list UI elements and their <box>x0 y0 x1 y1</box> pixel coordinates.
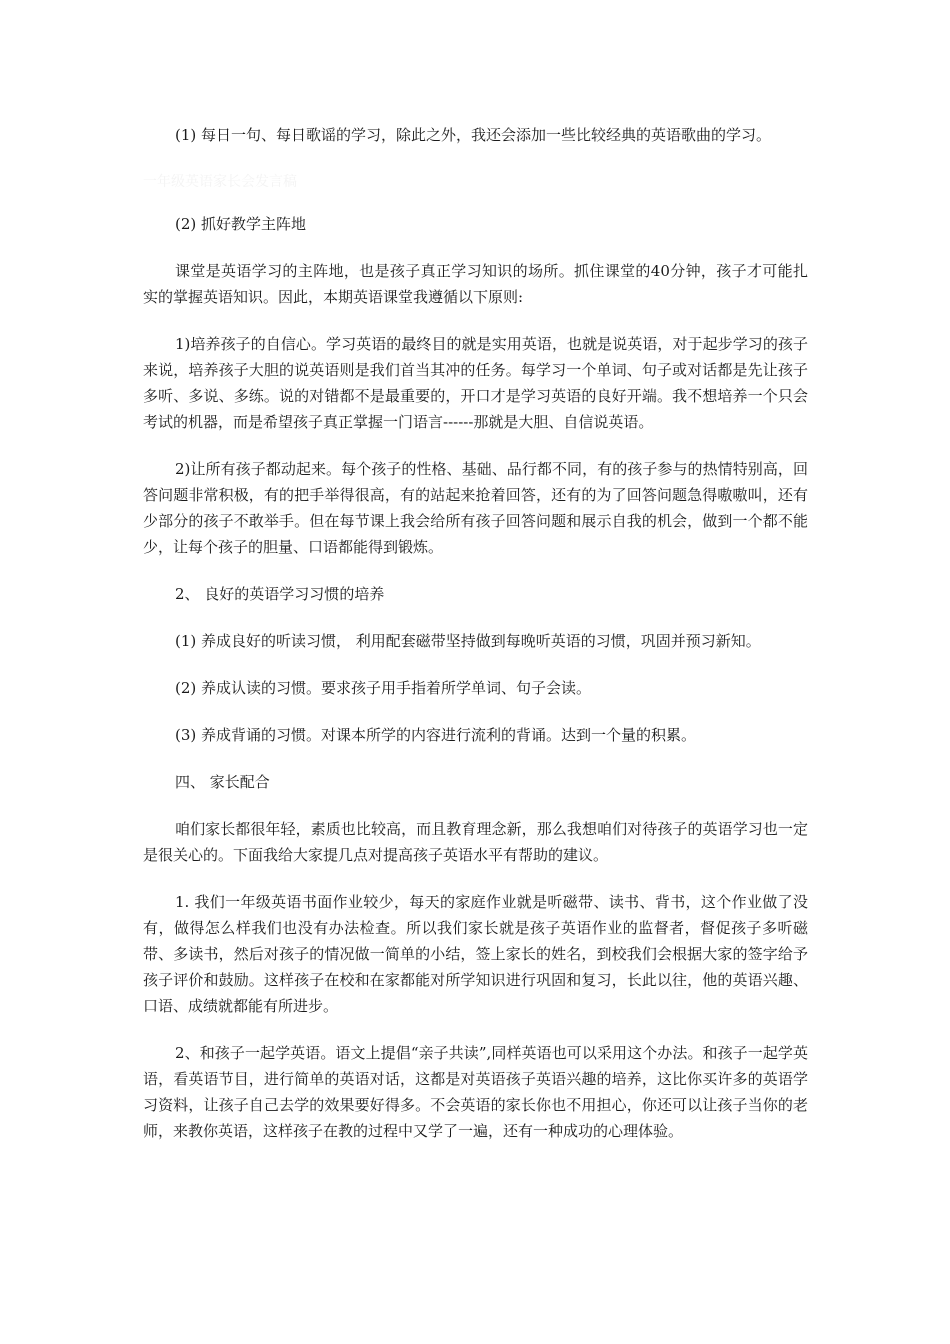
paragraph-listening-habit: (1) 养成良好的听读习惯， 利用配套磁带坚持做到每晚听英语的习惯，巩固并预习新知。 <box>175 632 761 650</box>
paragraph-homework-supervision: 1. 我们一年级英语书面作业较少，每天的家庭作业就是听磁带、读书、背书，这个作业做了没有，做得怎么样我们也没有办法检查。所以我们家长就是孩子英语作业的监督者，督促孩子多听磁带、多读书，然后对孩子的情况做一简单的小结，签上家长的姓名，到校我们会根据大家的签字给予孩子评价和鼓励。这样孩子在校和在家都能对所学知识进行巩固和复习，长此以往，他的英语兴趣、口语、成绩就都能有所进步。 <box>143 893 808 1015</box>
heading-classroom: (2) 抓好教学主阵地 <box>175 215 307 233</box>
paragraph-learn-together: 2、和孩子一起学英语。语文上提倡“亲子共读”,同样英语也可以采用这个办法。和孩子一起学英语，看英语节目，进行简单的英语对话，这都是对英语孩子英语兴趣的培养，这比你买许多的英语学习资料，让孩子自己去学的效果要好得多。不会英语的家长你也不用担心，你还可以让孩子当你的老师，来教你英语，这样孩子在教的过程中又学了一遍，还有一种成功的心理体验。 <box>143 1044 808 1140</box>
paragraph-confidence: 1)培养孩子的自信心。学习英语的最终目的就是实用英语，也就是说英语，对于起步学习的孩子来说，培养孩子大胆的说英语则是我们首当其冲的任务。每学习一个单词、句子或对话都是先让孩子多听、多说、多练。说的对错都不是最重要的，开口才是学习英语的良好开端。我不想培养一个只会考试的机器，而是希望孩子真正掌握一门语言------那就是大胆、自信说英语。 <box>143 335 808 431</box>
paragraph-daily-study: (1) 每日一句、每日歌谣的学习，除此之外，我还会添加一些比较经典的英语歌曲的学习。 <box>175 126 772 144</box>
paragraph-recitation-habit: (3) 养成背诵的习惯。对课本所学的内容进行流利的背诵。达到一个量的积累。 <box>175 726 697 744</box>
document-page <box>143 122 808 1165</box>
watermark-title: 一年级英语家长会发言稿 <box>143 174 297 190</box>
heading-parent-cooperation: 四、 家长配合 <box>175 773 270 791</box>
heading-study-habits: 2、 良好的英语学习习惯的培养 <box>175 585 385 603</box>
paragraph-parent-intro: 咱们家长都很年轻，素质也比较高，而且教育理念新，那么我想咱们对待孩子的英语学习也一定是很关心的。下面我给大家提几点对提高孩子英语水平有帮助的建议。 <box>143 820 808 864</box>
paragraph-classroom-principles: 课堂是英语学习的主阵地，也是孩子真正学习知识的场所。抓住课堂的40分钟，孩子才可能扎实的掌握英语知识。因此，本期英语课堂我遵循以下原则: <box>143 262 808 306</box>
paragraph-participation: 2)让所有孩子都动起来。每个孩子的性格、基础、品行都不同，有的孩子参与的热情特别高，回答问题非常积极，有的把手举得很高，有的站起来抢着回答，还有的为了回答问题急得嗷嗷叫，还有少部分的孩子不敢举手。但在每节课上我会给所有孩子回答问题和展示自我的机会，做到一个都不能少，让每个孩子的胆量、口语都能得到锻炼。 <box>143 460 808 556</box>
paragraph-reading-habit: (2) 养成认读的习惯。要求孩子用手指着所学单词、句子会读。 <box>175 679 592 697</box>
